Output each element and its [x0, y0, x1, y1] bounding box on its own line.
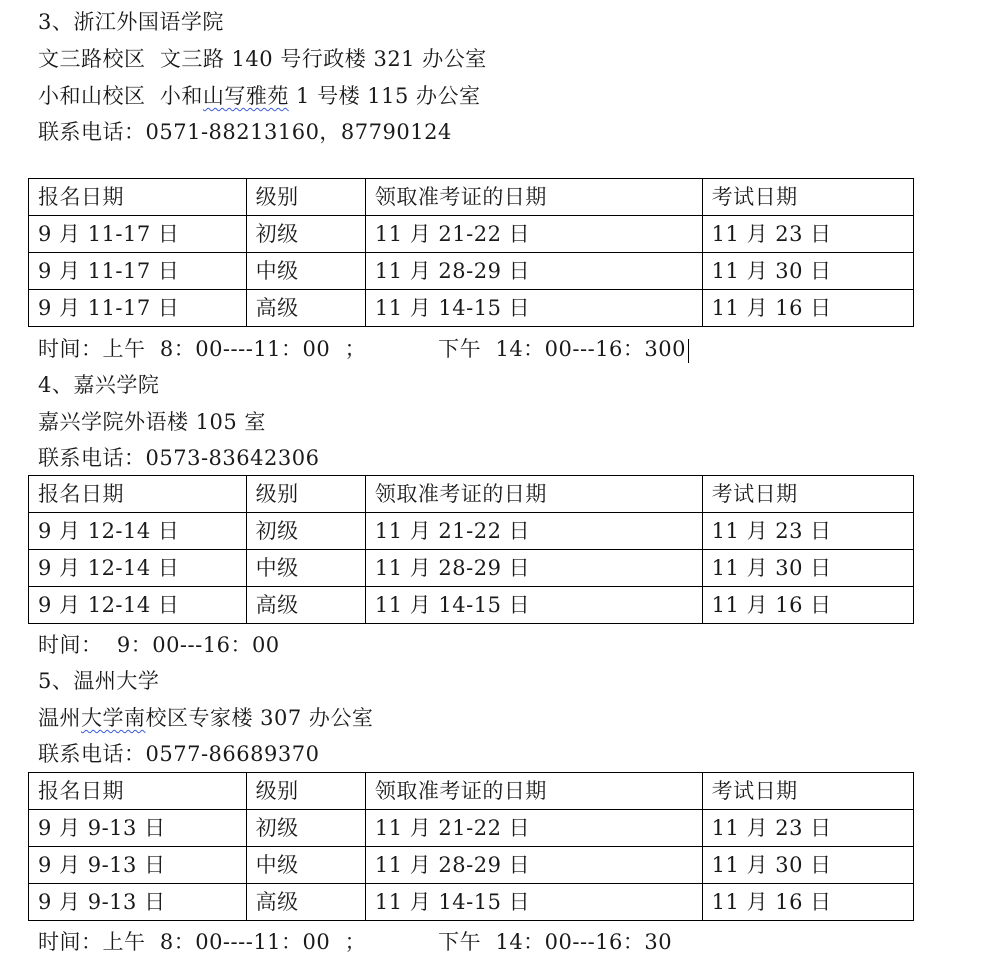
header-cell: 级别: [246, 773, 365, 810]
table-header-row: [29, 773, 914, 810]
time-morning: 时间：上午 8：00----11：00 ；: [38, 337, 367, 361]
section-4-table: [28, 475, 914, 624]
table-cell: 11 月 23 日: [702, 216, 913, 253]
section-3-table: [28, 178, 914, 327]
table-cell: 9 月 11-17 日: [29, 290, 247, 327]
table-cell: 11 月 21-22 日: [365, 216, 702, 253]
table-cell: 9 月 9-13 日: [29, 847, 247, 884]
table-row: [29, 884, 914, 921]
header-cell: 领取准考证的日期: [365, 179, 702, 216]
table-cell: 高级: [246, 290, 365, 327]
time-morning: 时间：上午 8：00----11：00 ；: [38, 930, 367, 954]
table-cell: 11 月 21-22 日: [365, 810, 702, 847]
table-cell: 9 月 9-13 日: [29, 810, 247, 847]
table-header-row: [29, 476, 914, 513]
address-part-a: 温州: [38, 706, 81, 730]
table-cell: 11 月 16 日: [702, 884, 913, 921]
table-row: [29, 253, 914, 290]
table-cell: 9 月 11-17 日: [29, 253, 247, 290]
table-cell: 11 月 16 日: [702, 290, 913, 327]
header-cell: 报名日期: [29, 476, 247, 513]
table-cell: 11 月 23 日: [702, 810, 913, 847]
section-4-address: 嘉兴学院外语楼 105 室: [38, 410, 266, 434]
table-cell: 初级: [246, 810, 365, 847]
table-cell: 11 月 30 日: [702, 253, 913, 290]
table-cell: 11 月 14-15 日: [365, 587, 702, 624]
table-row: [29, 216, 914, 253]
table-cell: 11 月 28-29 日: [365, 847, 702, 884]
section-5-table: [28, 772, 914, 921]
table-header-row: [29, 179, 914, 216]
table-cell: 11 月 14-15 日: [365, 290, 702, 327]
header-cell: 考试日期: [702, 773, 913, 810]
section-5-time: [38, 926, 672, 958]
section-3-address-2: [38, 80, 481, 112]
address-part-c: 校区专家楼 307 办公室: [145, 706, 374, 730]
table-cell: 9 月 11-17 日: [29, 216, 247, 253]
table-cell: 高级: [246, 587, 365, 624]
table-cell: 11 月 30 日: [702, 847, 913, 884]
table-cell: 9 月 9-13 日: [29, 884, 247, 921]
table-cell: 初级: [246, 513, 365, 550]
header-cell: 领取准考证的日期: [365, 773, 702, 810]
spellcheck-underlined-text: 山写雅苑: [202, 84, 289, 108]
table-cell: 9 月 12-14 日: [29, 550, 247, 587]
table-cell: 初级: [246, 216, 365, 253]
table-cell: 11 月 14-15 日: [365, 884, 702, 921]
section-3-heading: 3、浙江外国语学院: [38, 10, 224, 34]
address-2-prefix: 小和山校区: [38, 84, 160, 108]
table-row: [29, 290, 914, 327]
section-5-phone: 联系电话：0577-86689370: [38, 742, 320, 766]
table-cell: 11 月 30 日: [702, 550, 913, 587]
table-row: [29, 810, 914, 847]
text-cursor: [688, 339, 689, 363]
header-cell: 考试日期: [702, 179, 913, 216]
table-cell: 9 月 12-14 日: [29, 587, 247, 624]
table-cell: 11 月 28-29 日: [365, 253, 702, 290]
section-4-phone: 联系电话：0573-83642306: [38, 446, 320, 470]
section-3-address-1: 文三路校区 文三路 140 号行政楼 321 办公室: [38, 47, 487, 71]
section-3-time: [38, 333, 689, 365]
time-afternoon: 下午 14：00---16：300: [438, 337, 686, 361]
section-3-phone: 联系电话：0571-88213160，87790124: [38, 120, 452, 144]
section-4-heading: 4、嘉兴学院: [38, 373, 160, 397]
address-2-part-c: 1 号楼 115 办公室: [288, 84, 481, 108]
table-row: [29, 513, 914, 550]
table-cell: 高级: [246, 884, 365, 921]
table-cell: 中级: [246, 550, 365, 587]
header-cell: 考试日期: [702, 476, 913, 513]
table-cell: 11 月 21-22 日: [365, 513, 702, 550]
spellcheck-underlined-text: 大学南: [81, 706, 146, 730]
header-cell: 报名日期: [29, 179, 247, 216]
table-cell: 中级: [246, 847, 365, 884]
table-cell: 11 月 23 日: [702, 513, 913, 550]
table-row: [29, 847, 914, 884]
table-cell: 中级: [246, 253, 365, 290]
section-5-address: [38, 702, 373, 734]
time-afternoon: 下午 14：00---16：30: [438, 930, 673, 954]
section-4-time: 时间： 9：00---16：00: [38, 633, 280, 657]
table-cell: 11 月 16 日: [702, 587, 913, 624]
section-5-heading: 5、温州大学: [38, 669, 160, 693]
header-cell: 领取准考证的日期: [365, 476, 702, 513]
header-cell: 级别: [246, 476, 365, 513]
header-cell: 级别: [246, 179, 365, 216]
table-cell: 11 月 28-29 日: [365, 550, 702, 587]
table-row: [29, 587, 914, 624]
table-row: [29, 550, 914, 587]
table-cell: 9 月 12-14 日: [29, 513, 247, 550]
header-cell: 报名日期: [29, 773, 247, 810]
address-2-part-a: 小和: [159, 84, 203, 108]
